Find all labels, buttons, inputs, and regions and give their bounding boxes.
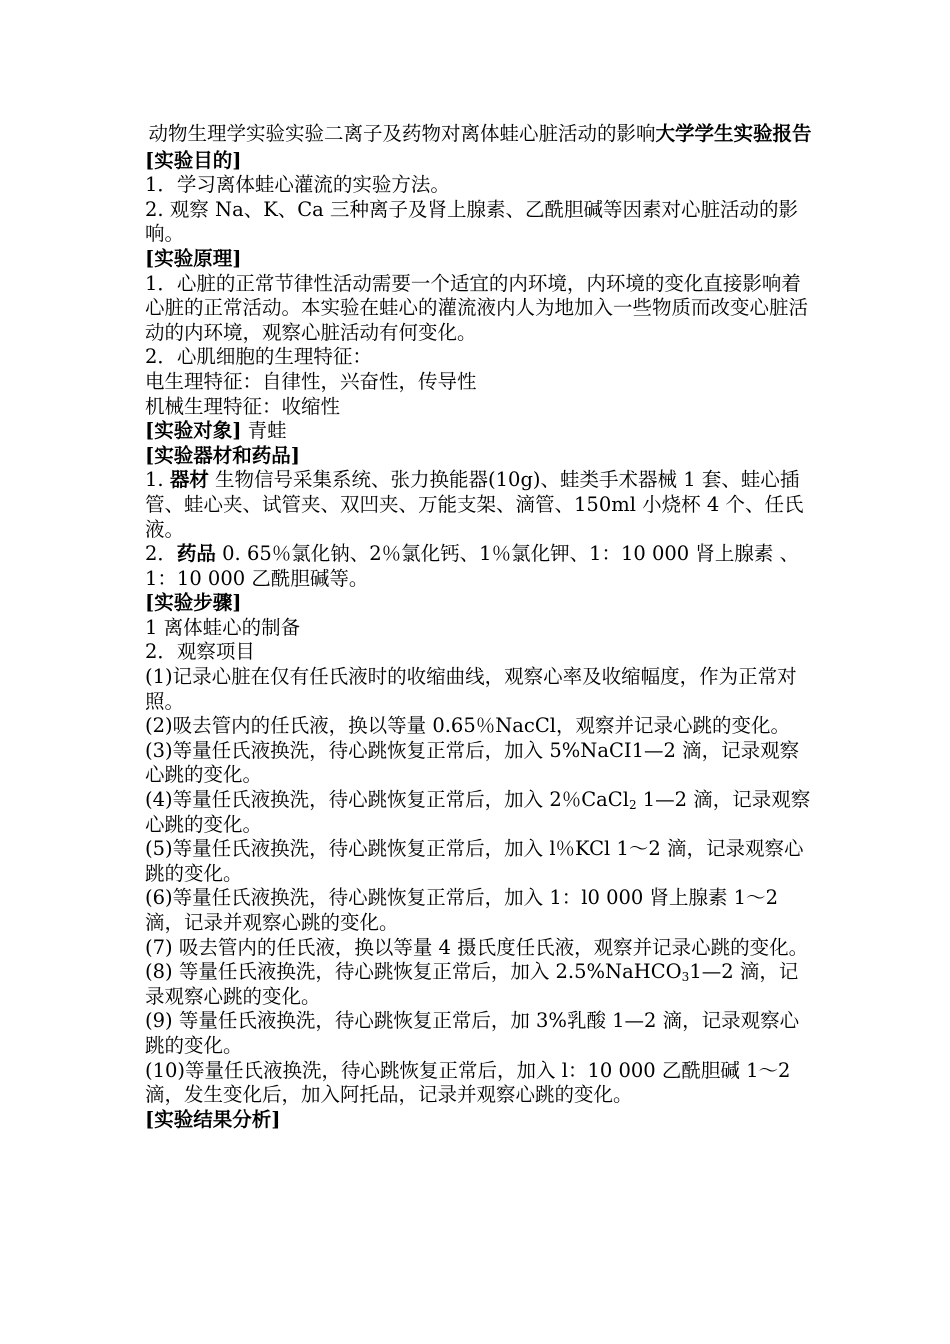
step-7: (7) 吸去管内的任氏液，换以等量 4 摄氏度任氏液，观察并记录心跳的变化。	[145, 935, 809, 959]
step-4-subscript: 2	[628, 798, 637, 813]
step-3: (3)等量任氏液换洗，待心跳恢复正常后，加入 5%NaCI1—2 滴，记录观察心跳的变化。	[145, 738, 800, 787]
step-6: (6)等量任氏液换洗，待心跳恢复正常后，加入 1：l0 000 肾上腺素 1～2 滴，记录并观察心跳的变化。	[145, 886, 778, 934]
equipment-item-2-label: 药品	[176, 542, 216, 566]
document-page	[145, 122, 815, 1132]
equipment-item-2-text: 0. 65％氯化钠、2％氯化钙、1％氯化钾、1：10 000 肾上腺素 、1：10 000 乙酰胆碱等。	[145, 542, 800, 590]
step-8	[145, 960, 815, 1009]
step-1: (1)记录心脏在仅有任氏液时的收缩曲线，观察心率及收缩幅度，作为正常对照。	[145, 665, 797, 713]
step-8-text-a: (8) 等量任氏液换洗，待心跳恢复正常后，加入 2.5%NaHCO	[145, 960, 682, 984]
equipment-item-2	[145, 542, 815, 591]
document-title	[145, 122, 815, 147]
subject-line	[145, 419, 815, 444]
step-9: (9) 等量任氏液换洗，待心跳恢复正常后，加 3%乳酸 1—2 滴，记录观察心跳的变化。	[145, 1009, 800, 1057]
title-part-2: 大学学生实验报告	[655, 122, 812, 145]
step-10: (10)等量任氏液换洗，待心跳恢复正常后，加入 l：10 000 乙酰胆碱 1～2 滴，发生变化后，加入阿托品，记录并观察心跳的变化。	[145, 1058, 791, 1107]
equipment-item-2-number: 2．	[145, 542, 177, 566]
section-heading-equipment: [实验器材和药品]	[145, 443, 300, 467]
equipment-item-1	[145, 468, 815, 542]
section-heading-principle: [实验原理]	[145, 246, 242, 270]
title-part-1: 动物生理学实验实验二离子及药物对离体蛙心脏活动的影响	[148, 122, 656, 145]
equipment-item-1-text: 生物信号采集系统、张力换能器(10g)、蛙类手术器械 1 套、蛙心插管、蛙心夹、试管夹、双凹夹、万能支架、滴管、150ml 小烧杯 4 个、任氏液。	[145, 468, 804, 541]
step-4	[145, 788, 815, 837]
section-heading-subject: [实验对象]	[145, 419, 242, 443]
section-heading-purpose: [实验目的]	[145, 148, 242, 172]
principle-item-4: 机械生理特征：收缩性	[145, 394, 341, 418]
steps-line-2: 2．观察项目	[145, 640, 255, 664]
equipment-item-1-label: 器材	[169, 468, 209, 492]
principle-item-1: 1．心脏的正常节律性活动需要一个适宜的内环境，内环境的变化直接影响着心脏的正常活动。本实验在蛙心的灌流液内人为地加入一些物质而改变心脏活动的内环境，观察心脏活动有何变化。	[145, 271, 809, 344]
section-heading-steps: [实验步骤]	[145, 591, 242, 615]
section-heading-results: [实验结果分析]	[145, 1107, 281, 1131]
subject-value: 青蛙	[241, 419, 287, 443]
steps-line-1: 1 离体蛙心的制备	[145, 615, 301, 639]
purpose-item-2: 2. 观察 Na、K、Ca 三种离子及肾上腺素、乙酰胆碱等因素对心脏活动的影响。	[145, 197, 799, 246]
principle-item-3: 电生理特征：自律性，兴奋性，传导性	[145, 369, 477, 393]
principle-item-2: 2．心肌细胞的生理特征：	[145, 345, 372, 369]
purpose-item-1: 1．学习离体蛙心灌流的实验方法。	[145, 173, 450, 197]
step-5: (5)等量任氏液换洗，待心跳恢复正常后，加入 l％KCl 1～2 滴，记录观察心跳的变化。	[145, 837, 804, 885]
equipment-item-1-number: 1.	[145, 468, 170, 492]
step-4-text-b: 1—2 滴，记录观察心跳的变化。	[145, 788, 811, 836]
step-8-text-b: 1—2 滴，记录观察心跳的变化。	[145, 960, 799, 1008]
step-2: (2)吸去管内的任氏液，换以等量 0.65％NacCl，观察并记录心跳的变化。	[145, 714, 791, 738]
step-8-subscript: 3	[681, 970, 690, 985]
step-4-text-a: (4)等量任氏液换洗，待心跳恢复正常后，加入 2％CaCl	[145, 788, 629, 812]
